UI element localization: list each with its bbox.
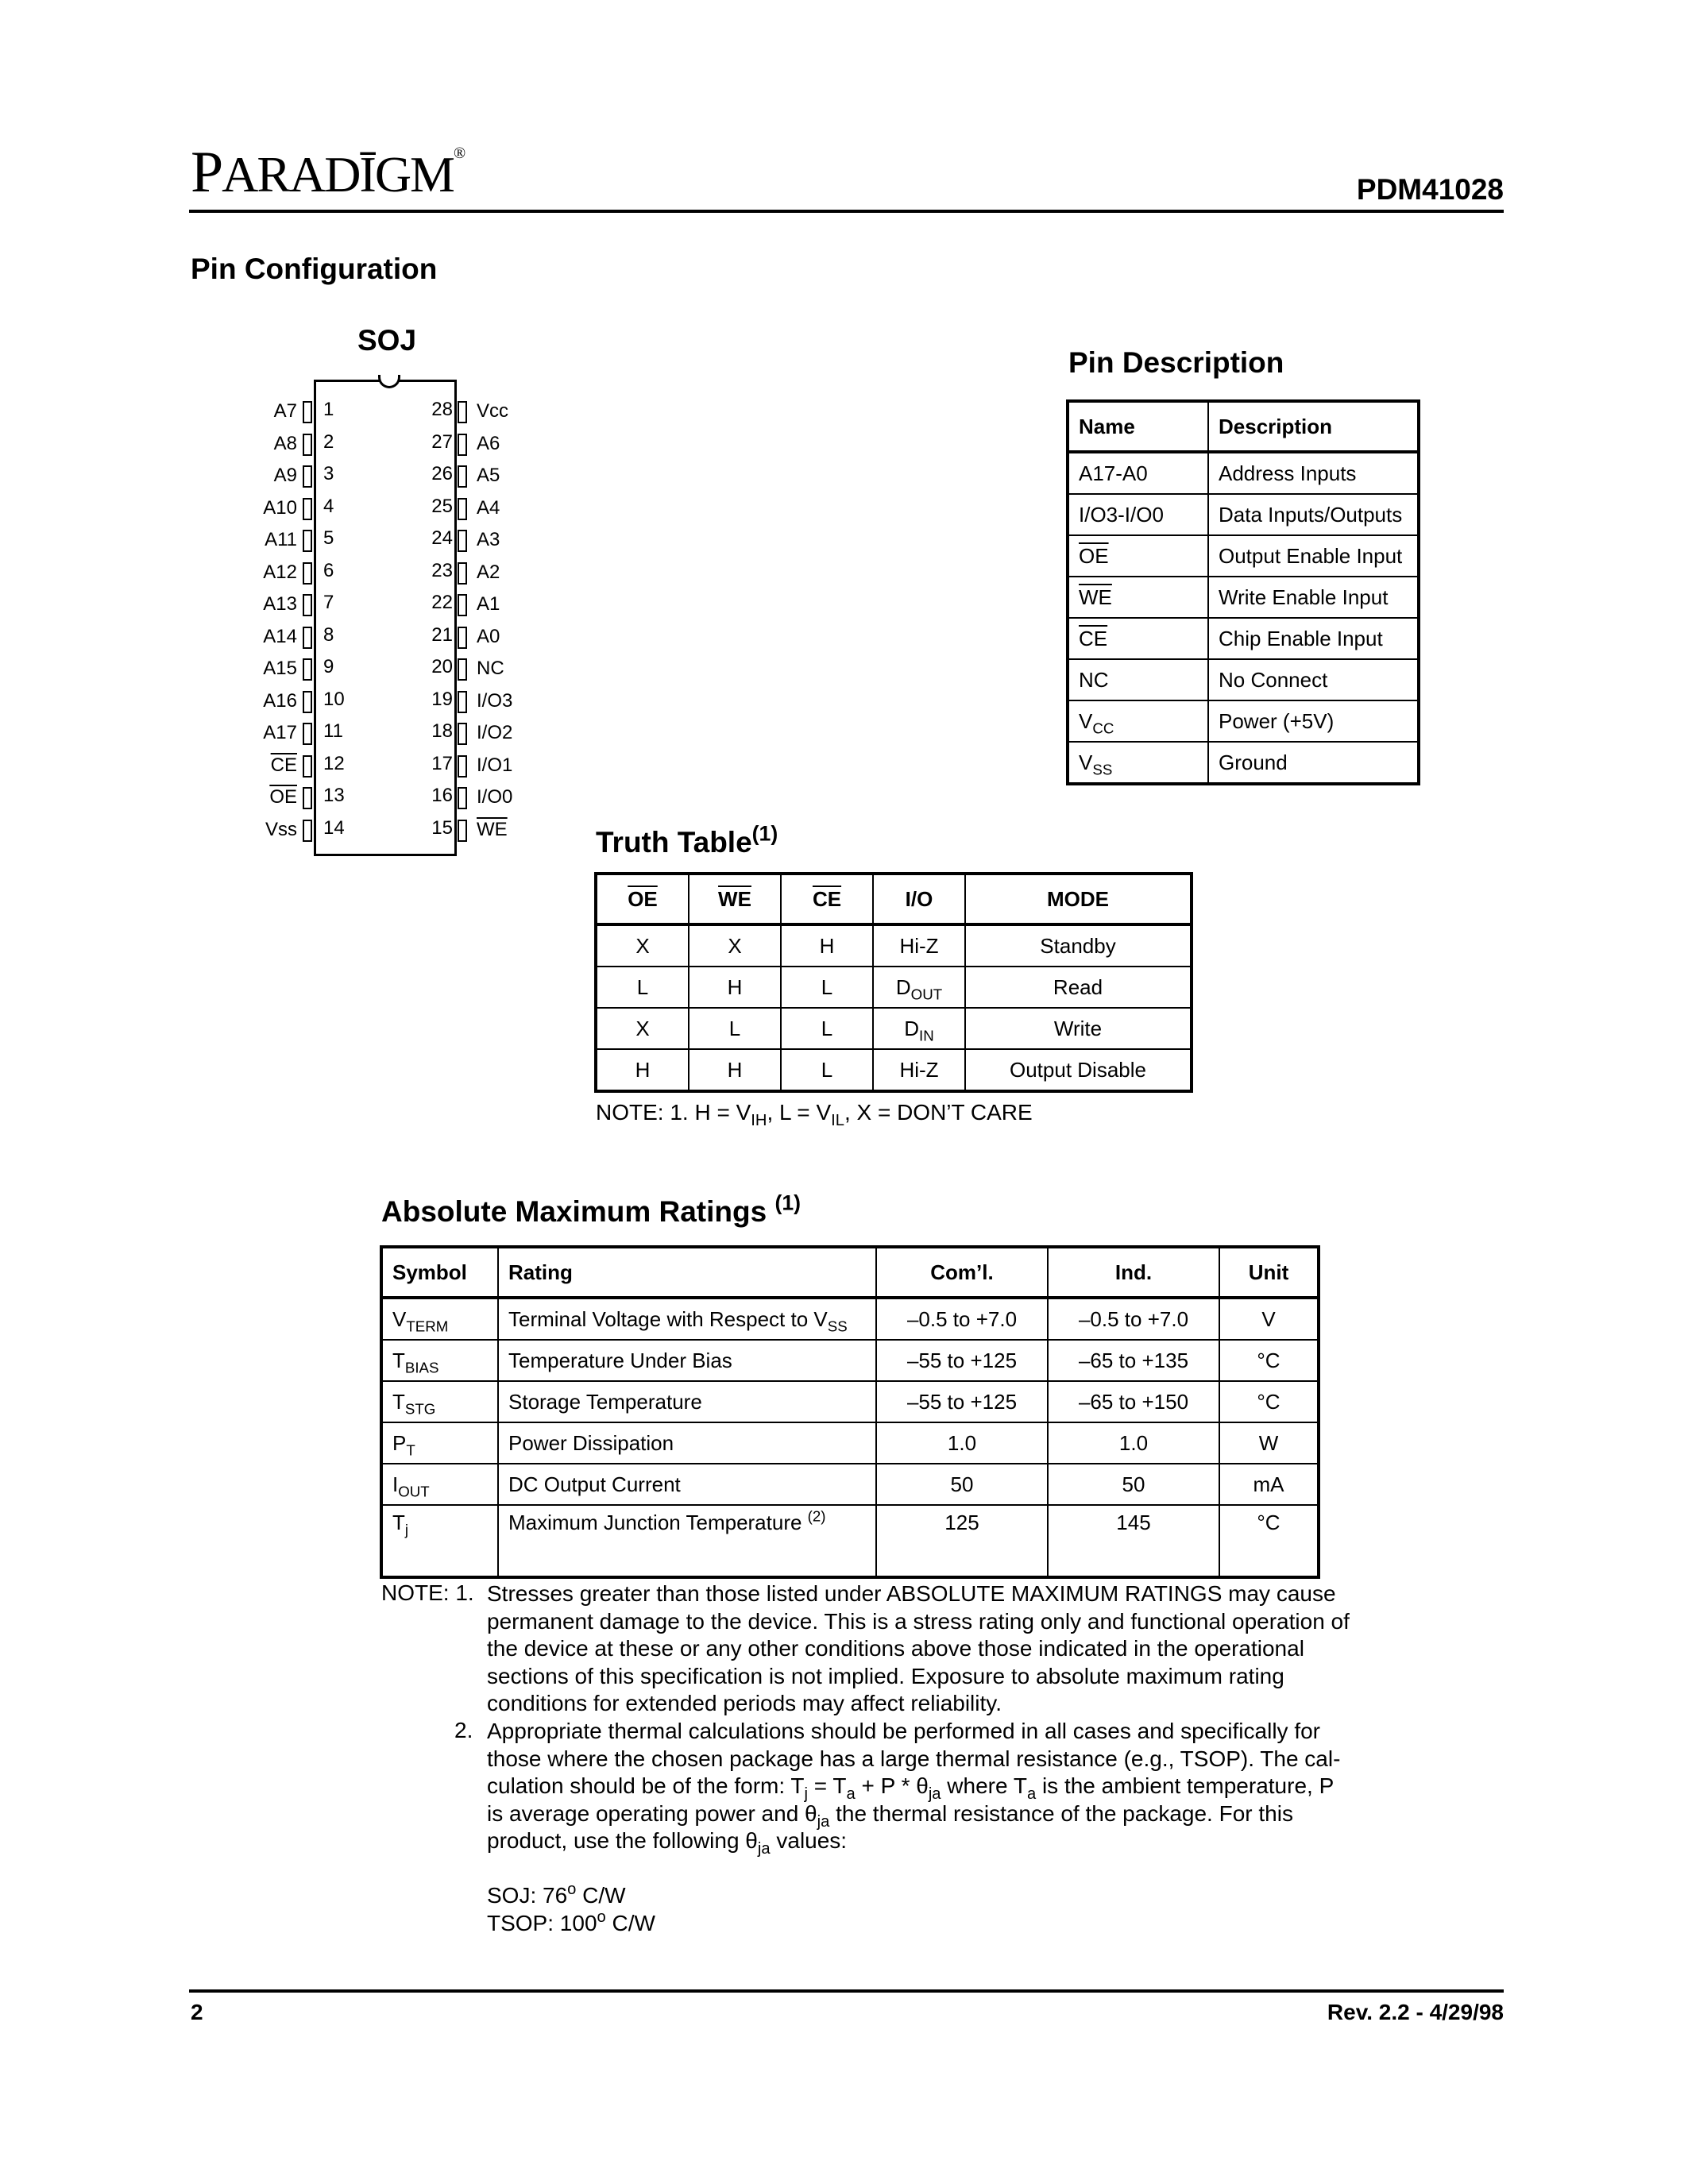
- table-row: [1068, 700, 1419, 742]
- pin-lead: [303, 562, 312, 585]
- header-io: I/O: [873, 874, 965, 924]
- pin-label-left: A7: [273, 400, 297, 422]
- header-unit: Unit: [1219, 1247, 1319, 1298]
- note1-line: sections of this specification is not implied. Exposure to absolute maximum rating: [487, 1663, 1284, 1688]
- pin-lead: [303, 434, 312, 456]
- pin-number: 2: [323, 430, 334, 453]
- header-we: $\overline{WE}$: [718, 886, 751, 911]
- note2-line: is average operating power and $\theta_{ja}$ the thermal resistance of the package. For this: [487, 1800, 1293, 1831]
- pin-desc: No Connect: [1208, 659, 1419, 700]
- pin-label-left: $\overline{CE}$: [270, 754, 297, 776]
- pin-name: $\overline{CE}$: [1068, 618, 1208, 659]
- pin-lead: [303, 787, 312, 809]
- pin-lead: [458, 530, 467, 552]
- table-row: [1068, 494, 1419, 535]
- pin-label-right: I/O0: [477, 786, 513, 808]
- pin-desc: Data Inputs/Outputs: [1208, 494, 1419, 535]
- pin-lead: [458, 562, 467, 585]
- pin-name: I/O3-I/O0: [1068, 494, 1208, 535]
- pin-label-left: A11: [265, 529, 297, 550]
- header-ce: $\overline{CE}$: [812, 886, 842, 911]
- pin-label-left: A17: [263, 722, 297, 743]
- pin-label-right: $\overline{WE}$: [477, 818, 508, 840]
- pin-label-right: A5: [477, 465, 500, 486]
- pin-name: $V_{SS}$: [1068, 742, 1208, 784]
- table-row: [1068, 452, 1419, 494]
- pin-configuration-title: Pin Configuration: [191, 253, 438, 285]
- pin-number: 9: [323, 656, 334, 677]
- table-row: $T_{BIAS}$ Temperature Under Bias –55 to +125 –65 to +135 °C: [381, 1340, 1319, 1381]
- pin-number: 14: [323, 816, 345, 839]
- pin-desc: Write Enable Input: [1208, 577, 1419, 618]
- truth-table-title: Truth Table$^{(1)}$: [596, 821, 778, 859]
- pin-label-right: A1: [477, 593, 500, 615]
- pin-label-right: A0: [477, 625, 500, 647]
- pin-label-left: A13: [263, 593, 297, 615]
- table-row: H H L Hi-Z Output Disable: [596, 1049, 1192, 1091]
- note1-line: Stresses greater than those listed under ABSOLUTE MAXIMUM RATINGS may cause: [487, 1581, 1336, 1606]
- header-description: Description: [1208, 401, 1419, 452]
- note2-line: Appropriate thermal calculations should be performed in all cases and specifically for: [487, 1719, 1320, 1743]
- company-logo: PARADĪGM®: [191, 140, 465, 205]
- pin-number: 25: [431, 495, 453, 517]
- pin-label-right: A6: [477, 432, 500, 454]
- truth-table: [594, 872, 1193, 1093]
- theta-soj: SOJ: 76$^o$ C/W: [487, 1880, 626, 1908]
- pin-number: 16: [431, 785, 453, 806]
- pin-lead: [303, 627, 312, 649]
- pin-lead: [303, 401, 312, 423]
- note1-line: the device at these or any other conditions above those indicated in the operational: [487, 1636, 1304, 1661]
- table-row: X L L $D_{IN}$ Write: [596, 1008, 1192, 1049]
- pin-lead: [458, 723, 467, 745]
- header-name: Name: [1068, 401, 1208, 452]
- table-row: [1068, 577, 1419, 618]
- pin-label-right: NC: [477, 658, 504, 679]
- header-rule: [189, 210, 1504, 213]
- pin-number: 3: [323, 463, 334, 484]
- header-oe: $\overline{OE}$: [628, 886, 658, 911]
- pin-label-right: A4: [477, 496, 500, 519]
- package-title: SOJ: [357, 324, 417, 357]
- table-header-row: [381, 1247, 1319, 1298]
- pin-label-left: A12: [263, 561, 297, 583]
- table-header-row: [596, 874, 1192, 924]
- table-header-row: [1068, 401, 1419, 452]
- header-coml: Com’l.: [876, 1247, 1048, 1298]
- pin-desc: Output Enable Input: [1208, 535, 1419, 577]
- pin-number: 1: [323, 399, 334, 420]
- pin-number: 4: [323, 495, 334, 517]
- pin-number: 15: [431, 816, 453, 839]
- pin-number: 24: [431, 527, 453, 549]
- pin-name: $\overline{OE}$: [1068, 535, 1208, 577]
- pin-name: A17-A0: [1068, 452, 1208, 494]
- notes-label: NOTE: 1.: [381, 1580, 474, 1605]
- pin-lead: [458, 401, 467, 423]
- abs-max-table: [380, 1245, 1320, 1579]
- pin-number: 19: [431, 688, 453, 710]
- pin-number: 28: [431, 399, 453, 420]
- table-row: $P_T$ Power Dissipation 1.0 1.0 W: [381, 1422, 1319, 1464]
- part-number: PDM41028: [1356, 173, 1504, 206]
- pin-name: NC: [1068, 659, 1208, 700]
- table-row: [1068, 659, 1419, 700]
- page-number: 2: [191, 2000, 203, 2024]
- pin-lead: [303, 498, 312, 520]
- pin-name: $\overline{WE}$: [1068, 577, 1208, 618]
- pin-label-left: $\overline{OE}$: [269, 786, 297, 808]
- pin-label-right: I/O3: [477, 689, 513, 712]
- pin-label-right: I/O2: [477, 722, 513, 743]
- pin-number: 23: [431, 559, 453, 581]
- pin-desc: Power (+5V): [1208, 700, 1419, 742]
- pin-number: 22: [431, 592, 453, 613]
- pin-label-right: I/O1: [477, 754, 513, 776]
- table-row: $I_{OUT}$ DC Output Current 50 50 mA: [381, 1464, 1319, 1505]
- pin-number: 21: [431, 623, 453, 646]
- pin-desc: Chip Enable Input: [1208, 618, 1419, 659]
- header-mode: MODE: [965, 874, 1192, 924]
- header-symbol: Symbol: [381, 1247, 498, 1298]
- pin-name: $V_{CC}$: [1068, 700, 1208, 742]
- pin-label-right: Vcc: [477, 400, 509, 422]
- pin-lead: [303, 820, 312, 842]
- pin-label-left: A14: [263, 625, 297, 647]
- table-row: L H L $D_{OUT}$ Read: [596, 967, 1192, 1008]
- theta-tsop: TSOP: 100$^o$ C/W: [487, 1908, 655, 1935]
- revision-info: Rev. 2.2 - 4/29/98: [1327, 2000, 1504, 2024]
- pin-lead: [458, 498, 467, 520]
- header-ind: Ind.: [1048, 1247, 1219, 1298]
- pin-number: 13: [323, 785, 345, 806]
- abs-max-title: Absolute Maximum Ratings $^{(1)}$: [381, 1190, 802, 1228]
- header-rating: Rating: [498, 1247, 876, 1298]
- pin-lead: [458, 787, 467, 809]
- pin-lead: [303, 465, 312, 488]
- table-row: $T_j$ Maximum Junction Temperature $^{(2)}$ 125 145 °C: [381, 1505, 1319, 1577]
- pin-lead: [458, 465, 467, 488]
- pin-lead: [458, 755, 467, 778]
- note1-line: conditions for extended periods may affect reliability.: [487, 1691, 1002, 1715]
- pin-lead: [458, 820, 467, 842]
- pin-lead: [458, 594, 467, 616]
- pin-lead: [458, 691, 467, 713]
- pin-lead: [303, 530, 312, 552]
- pin-lead: [303, 594, 312, 616]
- table-row: X X H Hi-Z Standby: [596, 924, 1192, 967]
- note2-line: culation should be of the form: $T_j = T_a + P * \theta_{ja}$ where $T_a$ is the ambient temperature, P: [487, 1773, 1335, 1804]
- pin-number: 6: [323, 559, 334, 581]
- pin-label-left: Vss: [265, 818, 297, 840]
- pin-number: 5: [323, 527, 334, 549]
- pin-label-right: A3: [477, 529, 500, 550]
- pin-lead: [303, 658, 312, 681]
- note2-line: those where the chosen package has a large thermal resistance (e.g., TSOP). The cal-: [487, 1746, 1341, 1771]
- pin-number: 17: [431, 752, 453, 774]
- pin-lead: [303, 691, 312, 713]
- pin-desc: Address Inputs: [1208, 452, 1419, 494]
- footer-rule: [189, 1989, 1504, 1993]
- pin-lead: [303, 723, 312, 745]
- truth-table-note: NOTE: 1. $H = V_{IH}$, $L = V_{IL}$, X = DON’T CARE: [596, 1100, 1033, 1130]
- pin-number: 20: [431, 656, 453, 677]
- pin-label-left: A16: [263, 689, 297, 712]
- pin-lead: [458, 658, 467, 681]
- table-row: [1068, 742, 1419, 784]
- note1-line: permanent damage to the device. This is a stress rating only and functional operation of: [487, 1608, 1350, 1634]
- pin-label-left: A8: [273, 432, 297, 454]
- pin-number: 8: [323, 623, 334, 646]
- table-row: [1068, 535, 1419, 577]
- pin-desc: Ground: [1208, 742, 1419, 784]
- pin-lead: [303, 755, 312, 778]
- pin-label-left: A10: [263, 496, 297, 519]
- pin-label-left: A9: [273, 465, 297, 486]
- table-row: $T_{STG}$ Storage Temperature –55 to +125 –65 to +150 °C: [381, 1381, 1319, 1422]
- pin-lead: [458, 434, 467, 456]
- table-row: [1068, 618, 1419, 659]
- pin-number: 11: [323, 720, 343, 742]
- pin-number: 12: [323, 752, 345, 774]
- pin-number: 10: [323, 688, 345, 710]
- pin-number: 7: [323, 592, 334, 613]
- pin-number: 26: [431, 463, 453, 484]
- note2-number: 2.: [454, 1718, 473, 1742]
- pin-number: 27: [431, 430, 453, 453]
- note2-line: product, use the following $\theta_{ja}$ values:: [487, 1828, 848, 1858]
- pin-lead: [458, 627, 467, 649]
- pin-description-title: Pin Description: [1068, 346, 1284, 379]
- pin-label-left: A15: [263, 658, 297, 679]
- table-row: $V_{TERM}$ Terminal Voltage with Respect to $V_{SS}$ –0.5 to +7.0 –0.5 to +7.0 V: [381, 1298, 1319, 1340]
- pin-number: 18: [431, 720, 453, 742]
- pin-label-right: A2: [477, 561, 500, 583]
- pin-description-table: [1066, 399, 1420, 785]
